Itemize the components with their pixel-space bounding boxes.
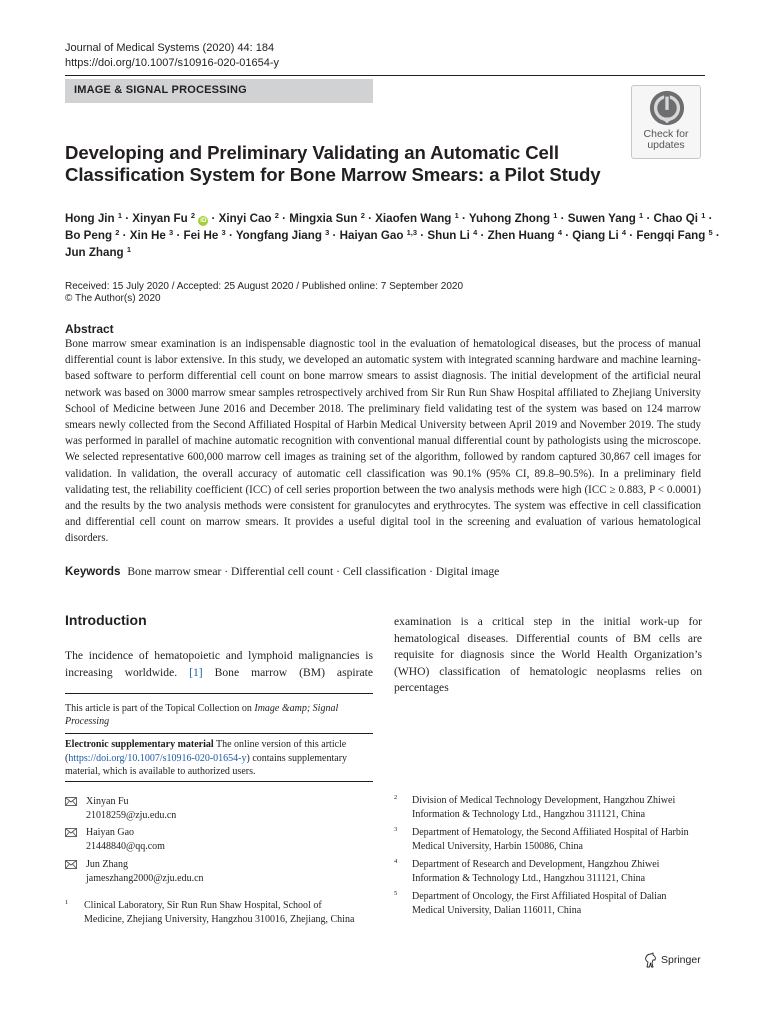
- affiliation-line: Medical University, Dalian 116011, China: [412, 904, 582, 916]
- author-affiliation-number: 1: [454, 211, 459, 220]
- introduction-heading: Introduction: [65, 612, 147, 628]
- keywords-line: [65, 564, 499, 580]
- contact-name: Haiyan Gao: [86, 827, 135, 838]
- author-separator: ·: [208, 212, 219, 225]
- author-separator: ·: [705, 212, 713, 225]
- author: [636, 229, 712, 242]
- author-affiliation-number: 5: [708, 228, 713, 237]
- author-separator: ·: [119, 229, 130, 242]
- contact-item: [65, 795, 373, 823]
- introduction-text-left: [65, 648, 373, 681]
- author: [130, 229, 173, 242]
- author: [65, 212, 122, 225]
- esm-text-start: The online version of this article (: [65, 739, 347, 764]
- author-name: Jun Zhang: [65, 246, 127, 259]
- affiliation-item: [394, 794, 704, 822]
- author-affiliation-number: 4: [473, 228, 478, 237]
- affiliation-number: 4: [394, 858, 398, 865]
- abstract-heading: Abstract: [65, 322, 114, 336]
- affiliation-line: Information & Technology Ltd., Hangzhou 311121, China: [412, 808, 646, 820]
- springer-horse-icon: [643, 952, 657, 968]
- footnote-rule: [65, 693, 373, 694]
- author: [289, 212, 365, 225]
- author-affiliation-number: 3: [221, 228, 226, 237]
- author-separator: ·: [643, 212, 654, 225]
- publication-dates: Received: 15 July 2020 / Accepted: 25 August 2020 / Published online: 7 September 2020: [65, 281, 464, 292]
- affiliation-item: [394, 890, 704, 918]
- affiliation-line: Department of Hematology, the Second Affiliated Hospital of Harbin: [412, 827, 689, 838]
- affiliation-number: 5: [394, 890, 398, 897]
- author-name: Xinyi Cao: [218, 212, 275, 225]
- author-list-line-2: [65, 225, 720, 244]
- keyword-separator: ·: [221, 565, 232, 578]
- author-separator: ·: [364, 212, 376, 225]
- author: [488, 229, 562, 242]
- author-name: Fei He: [183, 229, 222, 242]
- author-affiliation-number: 2: [274, 211, 279, 220]
- topical-collection-note: [65, 702, 373, 728]
- citation-link[interactable]: [1]: [189, 665, 203, 679]
- badge-line-2: updates: [647, 139, 685, 151]
- keyword: Differential cell count: [231, 565, 334, 578]
- keyword: Bone marrow smear: [127, 565, 222, 578]
- author-affiliation-number: 3: [325, 228, 330, 237]
- author-name: Yuhong Zhong: [468, 212, 554, 225]
- author: [65, 229, 119, 242]
- author: [132, 212, 208, 225]
- affiliation-line: Department of Oncology, the First Affiliated Hospital of Dalian: [412, 891, 667, 902]
- contact-name: Jun Zhang: [86, 859, 128, 870]
- author: [375, 212, 459, 225]
- author-separator: ·: [626, 229, 637, 242]
- contact-email[interactable]: jameszhang2000@zju.edu.cn: [86, 872, 204, 884]
- abstract-body: Bone marrow smear examination is an indispensable diagnostic tool in the evaluation of hematological diseases, but the process of manual differential count is labor extensive. In this study, we developed an automatic system with integrated scanning hardware and machine learning-based software to perform differential cell count on bone marrow smears to assist diagnosis. The initial development of the artificial neural network was based on 3000 marrow smear samples retrospectively archived from Sir Run Run Shaw Hospital affiliated to Zhejiang University School of Medicine between June 2016 and December 2018. The preliminary field validating test of the system was based on 124 marrow smears newly collected from the Second Affiliated Hospital of Harbin Medical University between April 2019 and November 2019. The study was performed in parallel of machine automatic recognition with conventional manual differential count by pathologists using the microscope. We selected representative 600,000 marrow cell images as training set of the algorithm, followed by random captured 30,867 cell images for validation. In validation, the overall accuracy of automatic cell classification was 90.1% (95% CI, 89.8–90.5%). In a preliminary field validating test, the reliability coefficient (ICC) of cell series proportion between the two analysis methods were high (ICC ≥ 0.883, P < 0.0001) and the results by the two analysis methods were consistent for granulocytes and erythrocytes. The system was effective in cell classification and differential cell count on marrow smears. It provides a useful digital tool in the screening and evaluation of various hematological disorders.: [65, 338, 701, 545]
- author-separator: ·: [173, 229, 184, 242]
- author-name: Shun Li: [427, 229, 474, 242]
- author-name: Suwen Yang: [567, 212, 640, 225]
- esm-link[interactable]: https://doi.org/10.1007/s10916-020-01654-y: [68, 752, 247, 764]
- author: [469, 212, 558, 225]
- author-list-line-3: [65, 242, 131, 261]
- author: [427, 229, 477, 242]
- author-affiliation-number: 1: [639, 211, 644, 220]
- author-separator: ·: [477, 229, 488, 242]
- footnote-rule: [65, 733, 373, 734]
- author-name: Chao Qi: [653, 212, 702, 225]
- author-separator: ·: [121, 212, 133, 225]
- check-updates-icon: [648, 89, 686, 127]
- author-name: Bo Peng: [65, 229, 116, 242]
- author-affiliation-number: 4: [557, 228, 562, 237]
- affiliation-line: Information & Technology Ltd., Hangzhou 311121, China: [412, 872, 646, 884]
- esm-label: Electronic supplementary material: [65, 739, 214, 750]
- author-separator: ·: [417, 229, 428, 242]
- author-affiliation-number: 1: [553, 211, 558, 220]
- affiliation-item: [394, 858, 704, 886]
- author-affiliation-number: 1: [126, 245, 132, 254]
- envelope-icon: [65, 860, 77, 869]
- author-affiliation-number: 3: [169, 228, 174, 237]
- author-name: Haiyan Gao: [339, 229, 407, 242]
- author: [236, 229, 330, 242]
- affiliation-line: Medical University, Harbin 150086, China: [412, 840, 583, 852]
- header-rule: [65, 75, 705, 76]
- envelope-icon: [65, 828, 77, 837]
- collection-prefix: This article is part of the Topical Collection on: [65, 703, 255, 714]
- intro-text-part: The incidence of hematopoietic and lymphoid malignancies is increasing worldwide.: [65, 649, 373, 679]
- author-separator: ·: [458, 212, 469, 225]
- author-affiliation-number: 1,3: [406, 228, 418, 237]
- envelope-icon: [65, 797, 77, 806]
- affiliation-line: Department of Research and Development, Hangzhou Zhiwei: [412, 859, 660, 870]
- supplementary-material-note: [65, 738, 373, 779]
- author-name: Xiaofen Wang: [375, 212, 455, 225]
- keyword-separator: ·: [426, 565, 436, 578]
- article-title-line-2: Classification System for Bone Marrow Smears: a Pilot Study: [65, 164, 601, 185]
- publisher-name: Springer: [661, 954, 701, 966]
- keywords-list: [127, 565, 499, 578]
- author-separator: ·: [278, 212, 290, 225]
- author-name: Zhen Huang: [487, 229, 558, 242]
- footnote-rule: [65, 781, 373, 782]
- affiliation-item: [65, 899, 375, 927]
- introduction-text-right: examination is a critical step in the initial work-up for hematological diseases. Differential counts of BM cells are requisite for diagnosis since the World Health Organization’s (WHO) classification of hematologic neoplasms relies on percentages: [394, 615, 702, 694]
- author-separator: ·: [557, 212, 568, 225]
- doi-link[interactable]: https://doi.org/10.1007/s10916-020-01654-y: [65, 57, 280, 69]
- keyword: Cell classification: [342, 565, 427, 578]
- author-separator: ·: [561, 229, 573, 242]
- author: [340, 229, 417, 242]
- affiliation-number: 2: [394, 794, 398, 801]
- keywords-label: Keywords: [65, 565, 121, 578]
- author-name: Hong Jin: [65, 212, 118, 225]
- author-affiliation-number: 1: [117, 211, 122, 220]
- author-affiliation-number: 1: [701, 211, 706, 220]
- affiliation-number: 3: [394, 826, 398, 833]
- contact-item: [65, 826, 373, 854]
- author: [572, 229, 626, 242]
- contact-item: [65, 858, 373, 886]
- author-affiliation-number: 2: [190, 211, 196, 220]
- author-affiliation-number: 2: [360, 211, 365, 220]
- affiliation-line: Clinical Laboratory, Sir Run Run Shaw Hospital, School of: [84, 900, 322, 911]
- affiliation-number: 1: [65, 899, 69, 906]
- author-separator: ·: [712, 229, 720, 242]
- contact-name: Xinyan Fu: [86, 796, 129, 807]
- article-title-line-1: Developing and Preliminary Validating an Automatic Cell: [65, 142, 559, 163]
- author-affiliation-number: 4: [621, 228, 627, 237]
- author: [184, 229, 226, 242]
- author: [219, 212, 279, 225]
- keyword-separator: ·: [333, 565, 343, 578]
- keyword: Digital image: [435, 565, 500, 578]
- author-name: Mingxia Sun: [289, 212, 361, 225]
- orcid-icon[interactable]: iD: [200, 217, 207, 224]
- collection-name: Image &amp; Signal Processing: [65, 703, 339, 727]
- author-name: Xinyan Fu: [132, 212, 191, 225]
- author-name: Yongfang Jiang: [235, 229, 326, 242]
- esm-text-end: ) contains supplementary material, which is available to authorized users.: [65, 752, 348, 777]
- author: [654, 212, 706, 225]
- author: [568, 212, 643, 225]
- author-name: Qiang Li: [572, 229, 622, 242]
- journal-citation: Journal of Medical Systems (2020) 44: 184: [65, 42, 275, 54]
- affiliation-line: Medicine, Zhejiang University, Hangzhou 310016, Zhejiang, China: [84, 913, 355, 925]
- badge-line-1: Check for: [643, 128, 689, 140]
- author: [65, 246, 131, 259]
- affiliation-item: [394, 826, 704, 854]
- copyright-notice: © The Author(s) 2020: [65, 293, 161, 304]
- author-separator: ·: [329, 229, 340, 242]
- intro-text-part: Bone marrow (BM) aspirate: [202, 665, 373, 679]
- contact-email[interactable]: 21018259@zju.edu.cn: [86, 809, 177, 821]
- contact-email[interactable]: 21448840@qq.com: [86, 840, 165, 852]
- author-separator: ·: [225, 229, 236, 242]
- author-name: Xin He: [129, 229, 170, 242]
- affiliation-line: Division of Medical Technology Development, Hangzhou Zhiwei: [412, 795, 676, 806]
- author-affiliation-number: 2: [115, 228, 120, 237]
- category-label: IMAGE & SIGNAL PROCESSING: [74, 84, 247, 96]
- author-name: Fengqi Fang: [636, 229, 709, 242]
